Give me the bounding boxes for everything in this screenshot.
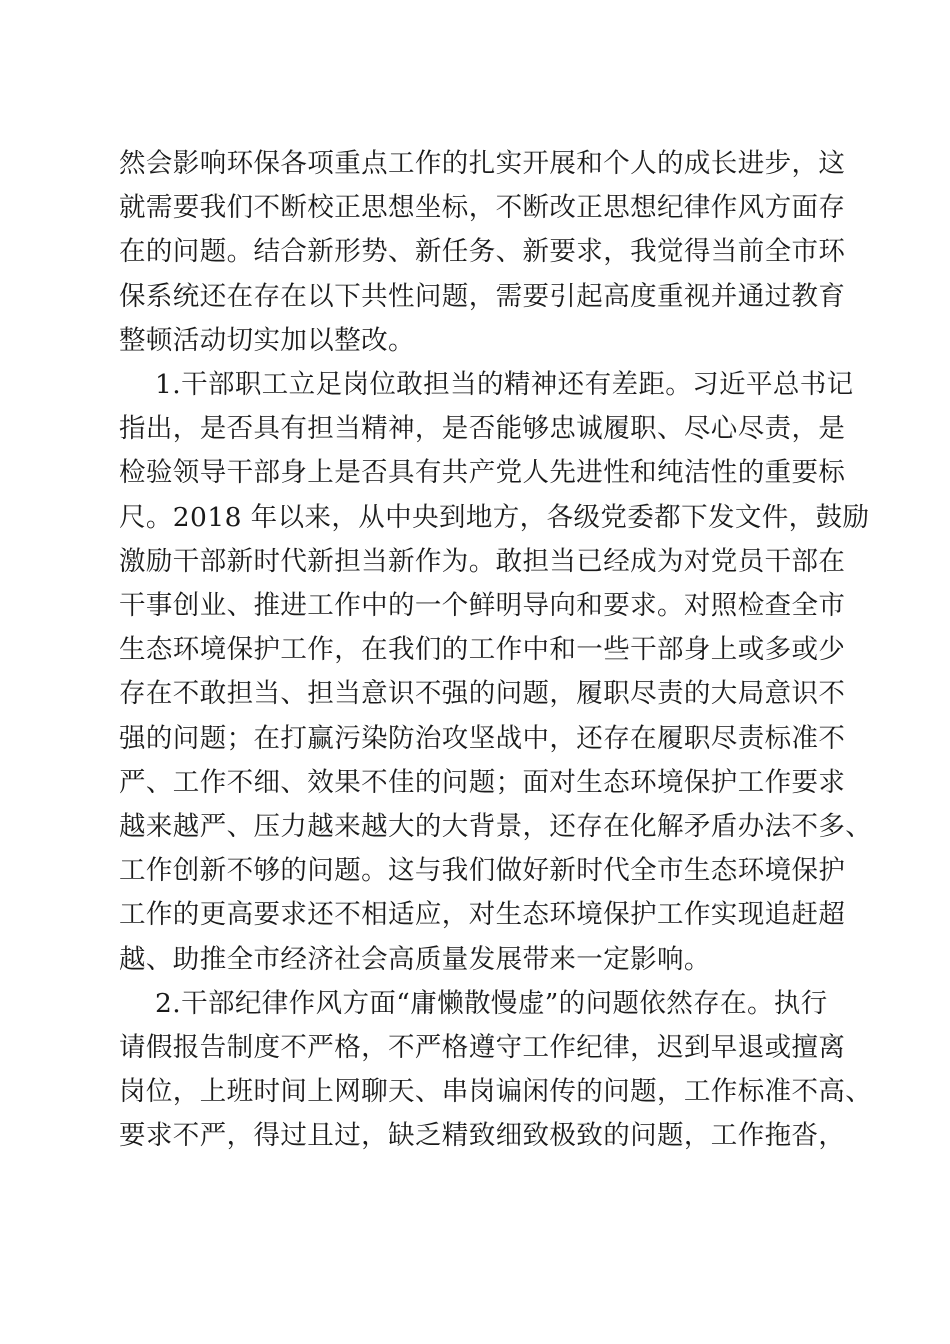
document-body <box>119 142 873 1159</box>
text-line: 强的问题；在打赢污染防治攻坚战中，还存在履职尽责标准不 <box>119 722 846 754</box>
text-line: 整顿活动切实加以整改。 <box>119 324 415 356</box>
text-line: 请假报告制度不严格，不严格遵守工作纪律，迟到早退或擅离 <box>119 1032 846 1064</box>
text-line: 2.干部纪律作风方面“庸懒散慢虚”的问题依然存在。执行 <box>155 987 828 1019</box>
text-line: 检验领导干部身上是否具有共产党人先进性和纯洁性的重要标 <box>119 457 846 489</box>
text-line: 1.干部职工立足岗位敢担当的精神还有差距。习近平总书记 <box>155 369 854 401</box>
text-line: 存在不敢担当、担当意识不强的问题，履职尽责的大局意识不 <box>119 678 846 710</box>
text-line: 越来越严、压力越来越大的大背景，还存在化解矛盾办法不多、 <box>119 811 873 843</box>
paragraph-point-1 <box>119 363 873 982</box>
text-line: 干事创业、推进工作中的一个鲜明导向和要求。对照检查全市 <box>119 590 846 622</box>
text-line: 生态环境保护工作，在我们的工作中和一些干部身上或多或少 <box>119 634 846 666</box>
text-line: 越、助推全市经济社会高质量发展带来一定影响。 <box>119 943 711 975</box>
text-line: 要求不严，得过且过，缺乏精致细致极致的问题，工作拖沓， <box>119 1120 846 1152</box>
paragraph-point-2 <box>119 982 873 1159</box>
text-line: 严、工作不细、效果不佳的问题；面对生态环境保护工作要求 <box>119 766 846 798</box>
paragraph-intro <box>119 142 846 363</box>
text-line: 工作创新不够的问题。这与我们做好新时代全市生态环境保护 <box>119 855 846 887</box>
text-line: 尺。2018 年以来，从中央到地方，各级党委都下发文件，鼓励 <box>119 501 870 533</box>
text-line: 激励干部新时代新担当新作为。敢担当已经成为对党员干部在 <box>119 545 846 577</box>
text-line: 就需要我们不断校正思想坐标，不断改正思想纪律作风方面存 <box>119 192 846 224</box>
text-line: 指出，是否具有担当精神，是否能够忠诚履职、尽心尽责，是 <box>119 413 846 445</box>
text-line: 在的问题。结合新形势、新任务、新要求，我觉得当前全市环 <box>119 236 846 268</box>
text-line: 保系统还在存在以下共性问题，需要引起高度重视并通过教育 <box>119 280 846 312</box>
text-line: 工作的更高要求还不相适应，对生态环境保护工作实现追赶超 <box>119 899 846 931</box>
text-line: 岗位，上班时间上网聊天、串岗谝闲传的问题，工作标准不高、 <box>119 1076 873 1108</box>
text-line: 然会影响环保各项重点工作的扎实开展和个人的成长进步，这 <box>119 148 846 179</box>
